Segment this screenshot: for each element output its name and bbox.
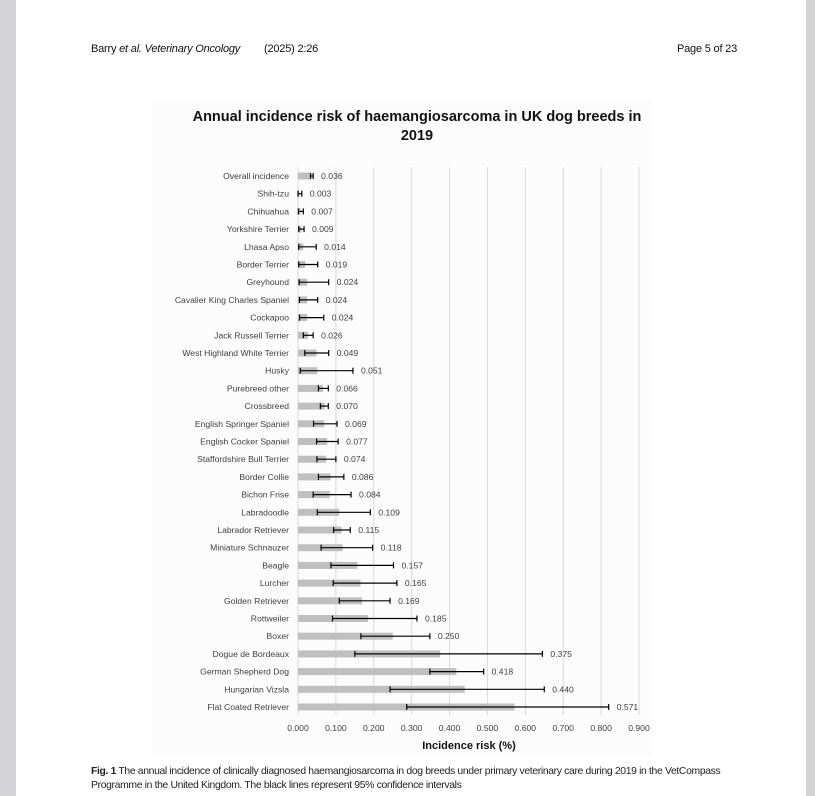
x-tick-label: 0.200 — [363, 723, 385, 733]
data-label: 0.250 — [437, 631, 460, 642]
data-label: 0.115 — [358, 525, 380, 535]
data-label: 0.571 — [616, 702, 639, 712]
category-label: Labrador Retriever — [217, 525, 289, 535]
bar — [298, 173, 312, 180]
data-label: 0.109 — [378, 507, 400, 518]
x-tick-label: 0.100 — [325, 723, 347, 733]
category-label: West Highland White Terrier — [182, 348, 289, 358]
category-label: Rottweiler — [250, 613, 289, 624]
x-tick-label: 0.600 — [514, 723, 537, 733]
x-tick-label: 0.300 — [400, 723, 423, 733]
category-label: Staffordshire Bull Terrier — [197, 454, 289, 465]
category-label: English Cocker Spaniel — [200, 436, 289, 447]
data-label: 0.024 — [331, 312, 354, 323]
data-label: 0.157 — [401, 560, 423, 571]
category-label: Golden Retriever — [224, 595, 289, 606]
chart-title-line-1: Annual incidence risk of haemangiosarcoma in UK dog breeds in — [192, 109, 642, 125]
data-label: 0.036 — [321, 171, 343, 181]
data-label: 0.066 — [336, 383, 358, 394]
category-label: Dogue de Bordeaux — [212, 648, 289, 659]
data-label: 0.009 — [312, 224, 334, 235]
category-label: Cockapoo — [250, 312, 289, 323]
x-tick-label: 0.900 — [628, 723, 650, 733]
category-label: Purebreed other — [226, 383, 289, 394]
data-label: 0.003 — [309, 188, 332, 199]
category-label: Greyhound — [246, 277, 289, 288]
category-label: Jack Russell Terrier — [214, 330, 289, 341]
x-tick-label: 0.800 — [590, 723, 612, 733]
x-tick-label: 0.000 — [287, 723, 309, 733]
data-label: 0.007 — [311, 206, 333, 217]
category-label: English Springer Spaniel — [194, 418, 289, 429]
data-label: 0.024 — [325, 294, 348, 305]
data-label: 0.084 — [359, 489, 381, 500]
category-label: Miniature Schnauzer — [210, 542, 289, 553]
category-label: Overall incidence — [223, 171, 289, 181]
data-label: 0.118 — [380, 542, 402, 553]
category-label: Cavalier King Charles Spaniel — [174, 294, 289, 305]
x-tick-label: 0.700 — [552, 723, 574, 733]
category-label: Lhasa Apso — [244, 241, 289, 252]
category-label: Lurcher — [259, 578, 289, 589]
x-tick-labels — [287, 723, 650, 733]
category-label: Shih-tzu — [257, 188, 289, 199]
data-label: 0.169 — [398, 595, 420, 606]
data-label: 0.049 — [336, 348, 359, 358]
data-label: 0.069 — [345, 418, 367, 429]
data-label: 0.418 — [491, 666, 514, 677]
data-labels — [310, 171, 639, 712]
data-label: 0.185 — [424, 613, 447, 624]
figure-caption-text: The annual incidence of clinically diagnosed haemangiosarcoma in dog breeds under primary veterinary care during 2019 in the VetCompass Programme in the United Kingdom. The black lines represent 95% confidence intervals — [91, 766, 721, 791]
category-label: German Shepherd Dog — [200, 666, 289, 677]
page-number: Page 5 of 23 — [677, 43, 737, 55]
category-labels — [175, 171, 290, 712]
data-label: 0.077 — [346, 436, 368, 447]
data-label: 0.019 — [325, 259, 348, 270]
data-label: 0.375 — [550, 648, 572, 659]
data-label: 0.074 — [343, 454, 366, 465]
figure-caption — [91, 765, 751, 793]
data-label: 0.024 — [336, 277, 359, 288]
category-label: Flat Coated Retriever — [207, 702, 289, 712]
journal-volume: (2025) 2:26 — [264, 43, 319, 55]
category-label: Border Terrier — [236, 259, 289, 270]
category-label: Boxer — [266, 631, 289, 642]
error-bars — [298, 173, 609, 710]
data-label: 0.051 — [360, 365, 383, 376]
x-axis-label: Incidence risk (%) — [422, 740, 516, 752]
category-label: Crossbreed — [244, 401, 289, 412]
data-label: 0.070 — [336, 401, 358, 412]
data-label: 0.440 — [552, 684, 574, 695]
category-label: Husky — [265, 365, 289, 376]
error-bar — [311, 173, 314, 179]
category-label: Labradoodle — [241, 507, 289, 518]
category-label: Yorkshire Terrier — [226, 224, 289, 235]
category-label: Hungarian Vizsla — [224, 684, 289, 695]
x-tick-label: 0.500 — [476, 723, 499, 733]
error-bar — [298, 191, 302, 197]
category-label: Bichon Frise — [241, 489, 289, 500]
journal-name: et al. Veterinary Oncology — [119, 43, 241, 55]
category-label: Beagle — [262, 560, 289, 571]
figure-label: Fig. 1 — [91, 766, 117, 777]
category-label: Border Collie — [239, 471, 289, 482]
category-label: Chihuahua — [247, 206, 289, 217]
chart-title-line-2: 2019 — [400, 128, 434, 144]
x-tick-label: 0.400 — [438, 723, 461, 733]
data-label: 0.086 — [351, 471, 374, 482]
data-label: 0.026 — [321, 330, 343, 341]
data-label: 0.165 — [404, 578, 427, 589]
journal-author: Barry — [91, 43, 120, 55]
data-label: 0.014 — [324, 241, 346, 252]
